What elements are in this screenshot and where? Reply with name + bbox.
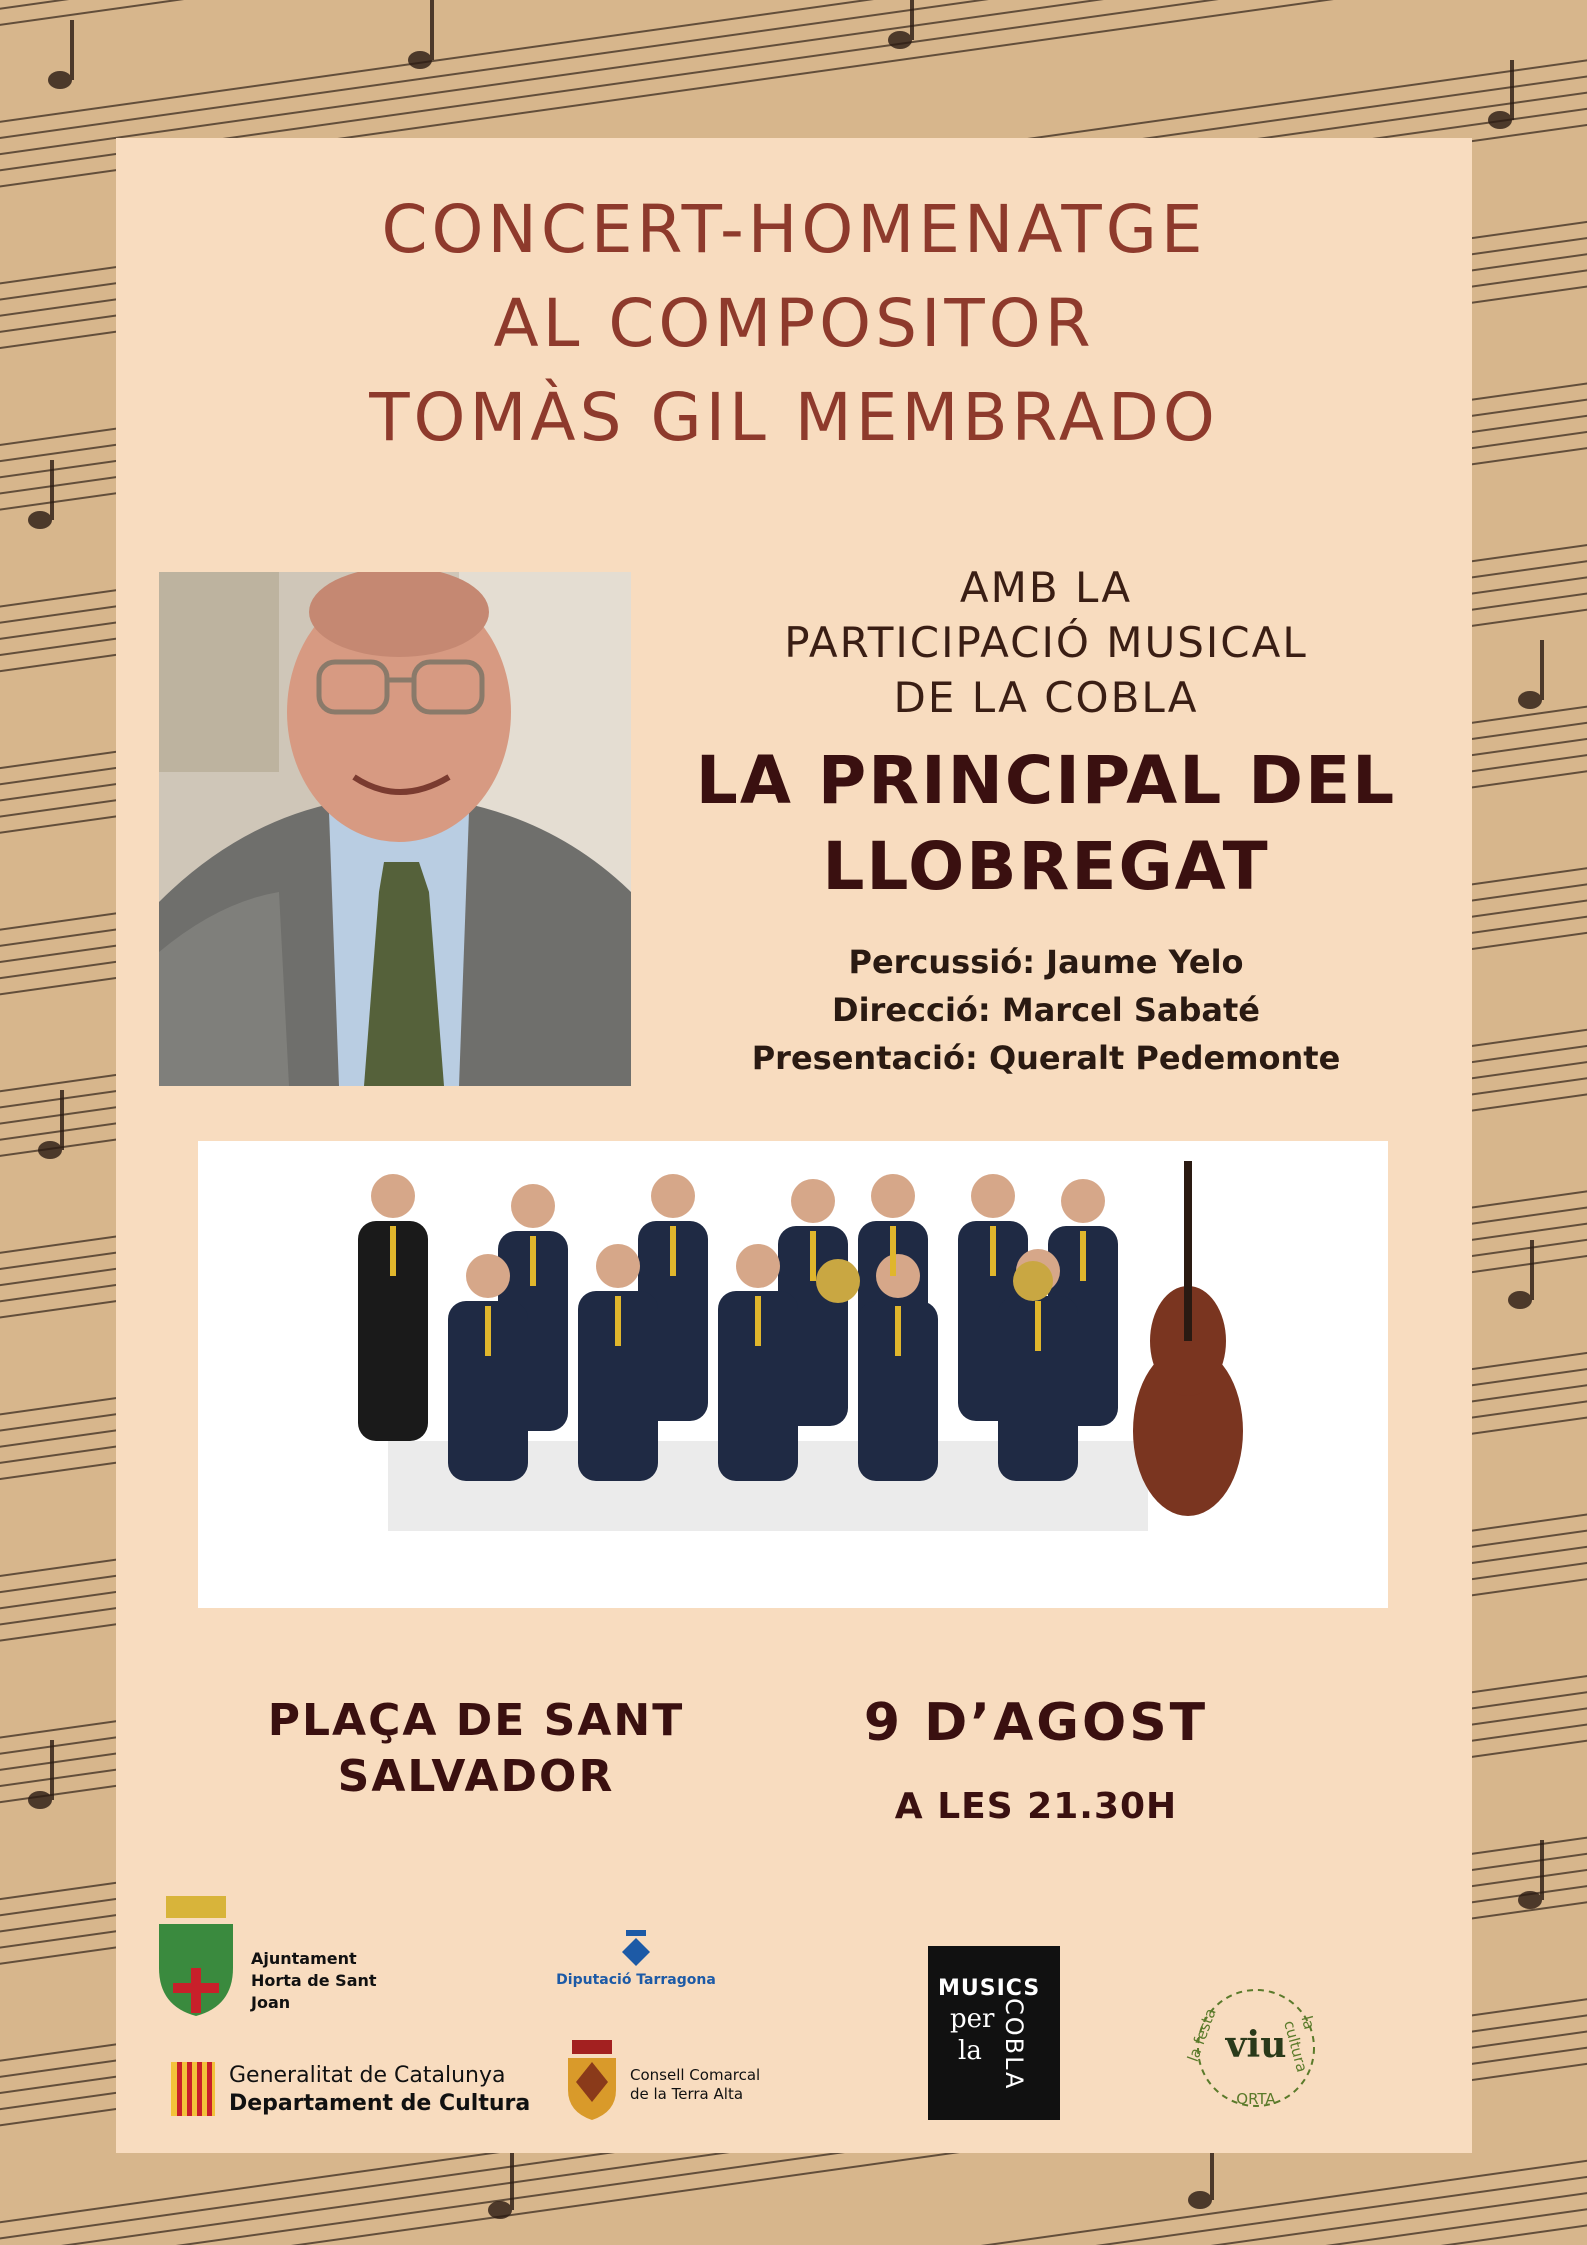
venue-line-2: SALVADOR	[337, 1751, 615, 1802]
consell-comarcal-logo	[564, 2038, 784, 2128]
venue	[236, 1693, 716, 1805]
musics-vertical-label: COBLA	[1000, 1998, 1028, 2091]
consell-line-1: Consell Comarcal	[630, 2066, 761, 2084]
credit-direction: Direcció: Marcel Sabaté	[832, 991, 1260, 1029]
viu-label: viu	[1225, 2024, 1287, 2066]
credit-presentation: Presentació: Queralt Pedemonte	[751, 1039, 1341, 1077]
participation-line-1: AMB LA	[959, 563, 1133, 612]
ajuntament-crest-icon	[151, 1888, 241, 2018]
ajuntament-line-2: Horta de Sant Joan	[251, 1971, 377, 2012]
viu-ring-bottom: ORTA	[1236, 2090, 1276, 2108]
credit-percussion: Percussió: Jaume Yelo	[848, 943, 1244, 981]
musics-line-3: la	[958, 2036, 982, 2066]
event-time: A LES 21.30H	[894, 1786, 1178, 1827]
venue-line-1: PLAÇA DE SANT	[267, 1695, 685, 1746]
senyera-icon	[171, 2062, 215, 2116]
viu-la-festa-logo	[1183, 1978, 1326, 2118]
cobla-name	[656, 738, 1436, 910]
cobla-name-line-1: LA PRINCIPAL DEL	[695, 742, 1397, 819]
participation-text	[676, 560, 1416, 725]
title-line-1: CONCERT-HOMENATGE	[381, 191, 1207, 268]
viu-ring-left: la festa	[1183, 2005, 1220, 2065]
poster-title	[116, 183, 1472, 465]
musics-line-2: per	[950, 2004, 995, 2034]
musics-per-la-cobla-logo	[928, 1946, 1060, 2120]
band-photo	[198, 1141, 1388, 1608]
generalitat-line-2: Departament de Cultura	[229, 2091, 531, 2116]
generalitat-logo	[171, 2060, 531, 2120]
participation-line-2: PARTICIPACIÓ MUSICAL	[784, 618, 1308, 667]
diputacio-label: Diputació Tarragona	[556, 1972, 716, 1988]
musics-line-1: MUSICS	[938, 1976, 1041, 2001]
diputacio-emblem-icon	[616, 1928, 656, 1968]
viu-ring-right: la cultura	[1280, 2013, 1319, 2075]
participation-line-3: DE LA COBLA	[893, 673, 1199, 722]
ajuntament-line-1: Ajuntament	[251, 1949, 357, 1968]
generalitat-line-1: Generalitat de Catalunya	[229, 2063, 506, 2088]
cobla-name-line-2: LLOBREGAT	[822, 828, 1270, 905]
poster-panel	[116, 138, 1472, 2153]
ajuntament-logo	[151, 1888, 381, 2018]
credits	[676, 938, 1416, 1082]
title-line-2: AL COMPOSITOR	[493, 285, 1095, 362]
consell-line-2: de la Terra Alta	[630, 2085, 744, 2103]
event-date: 9 D’AGOST	[863, 1693, 1209, 1753]
composer-portrait	[159, 572, 631, 1086]
diputacio-logo	[551, 1928, 721, 2008]
title-line-3: TOMÀS GIL MEMBRADO	[369, 379, 1219, 456]
consell-crest-icon	[564, 2038, 620, 2122]
